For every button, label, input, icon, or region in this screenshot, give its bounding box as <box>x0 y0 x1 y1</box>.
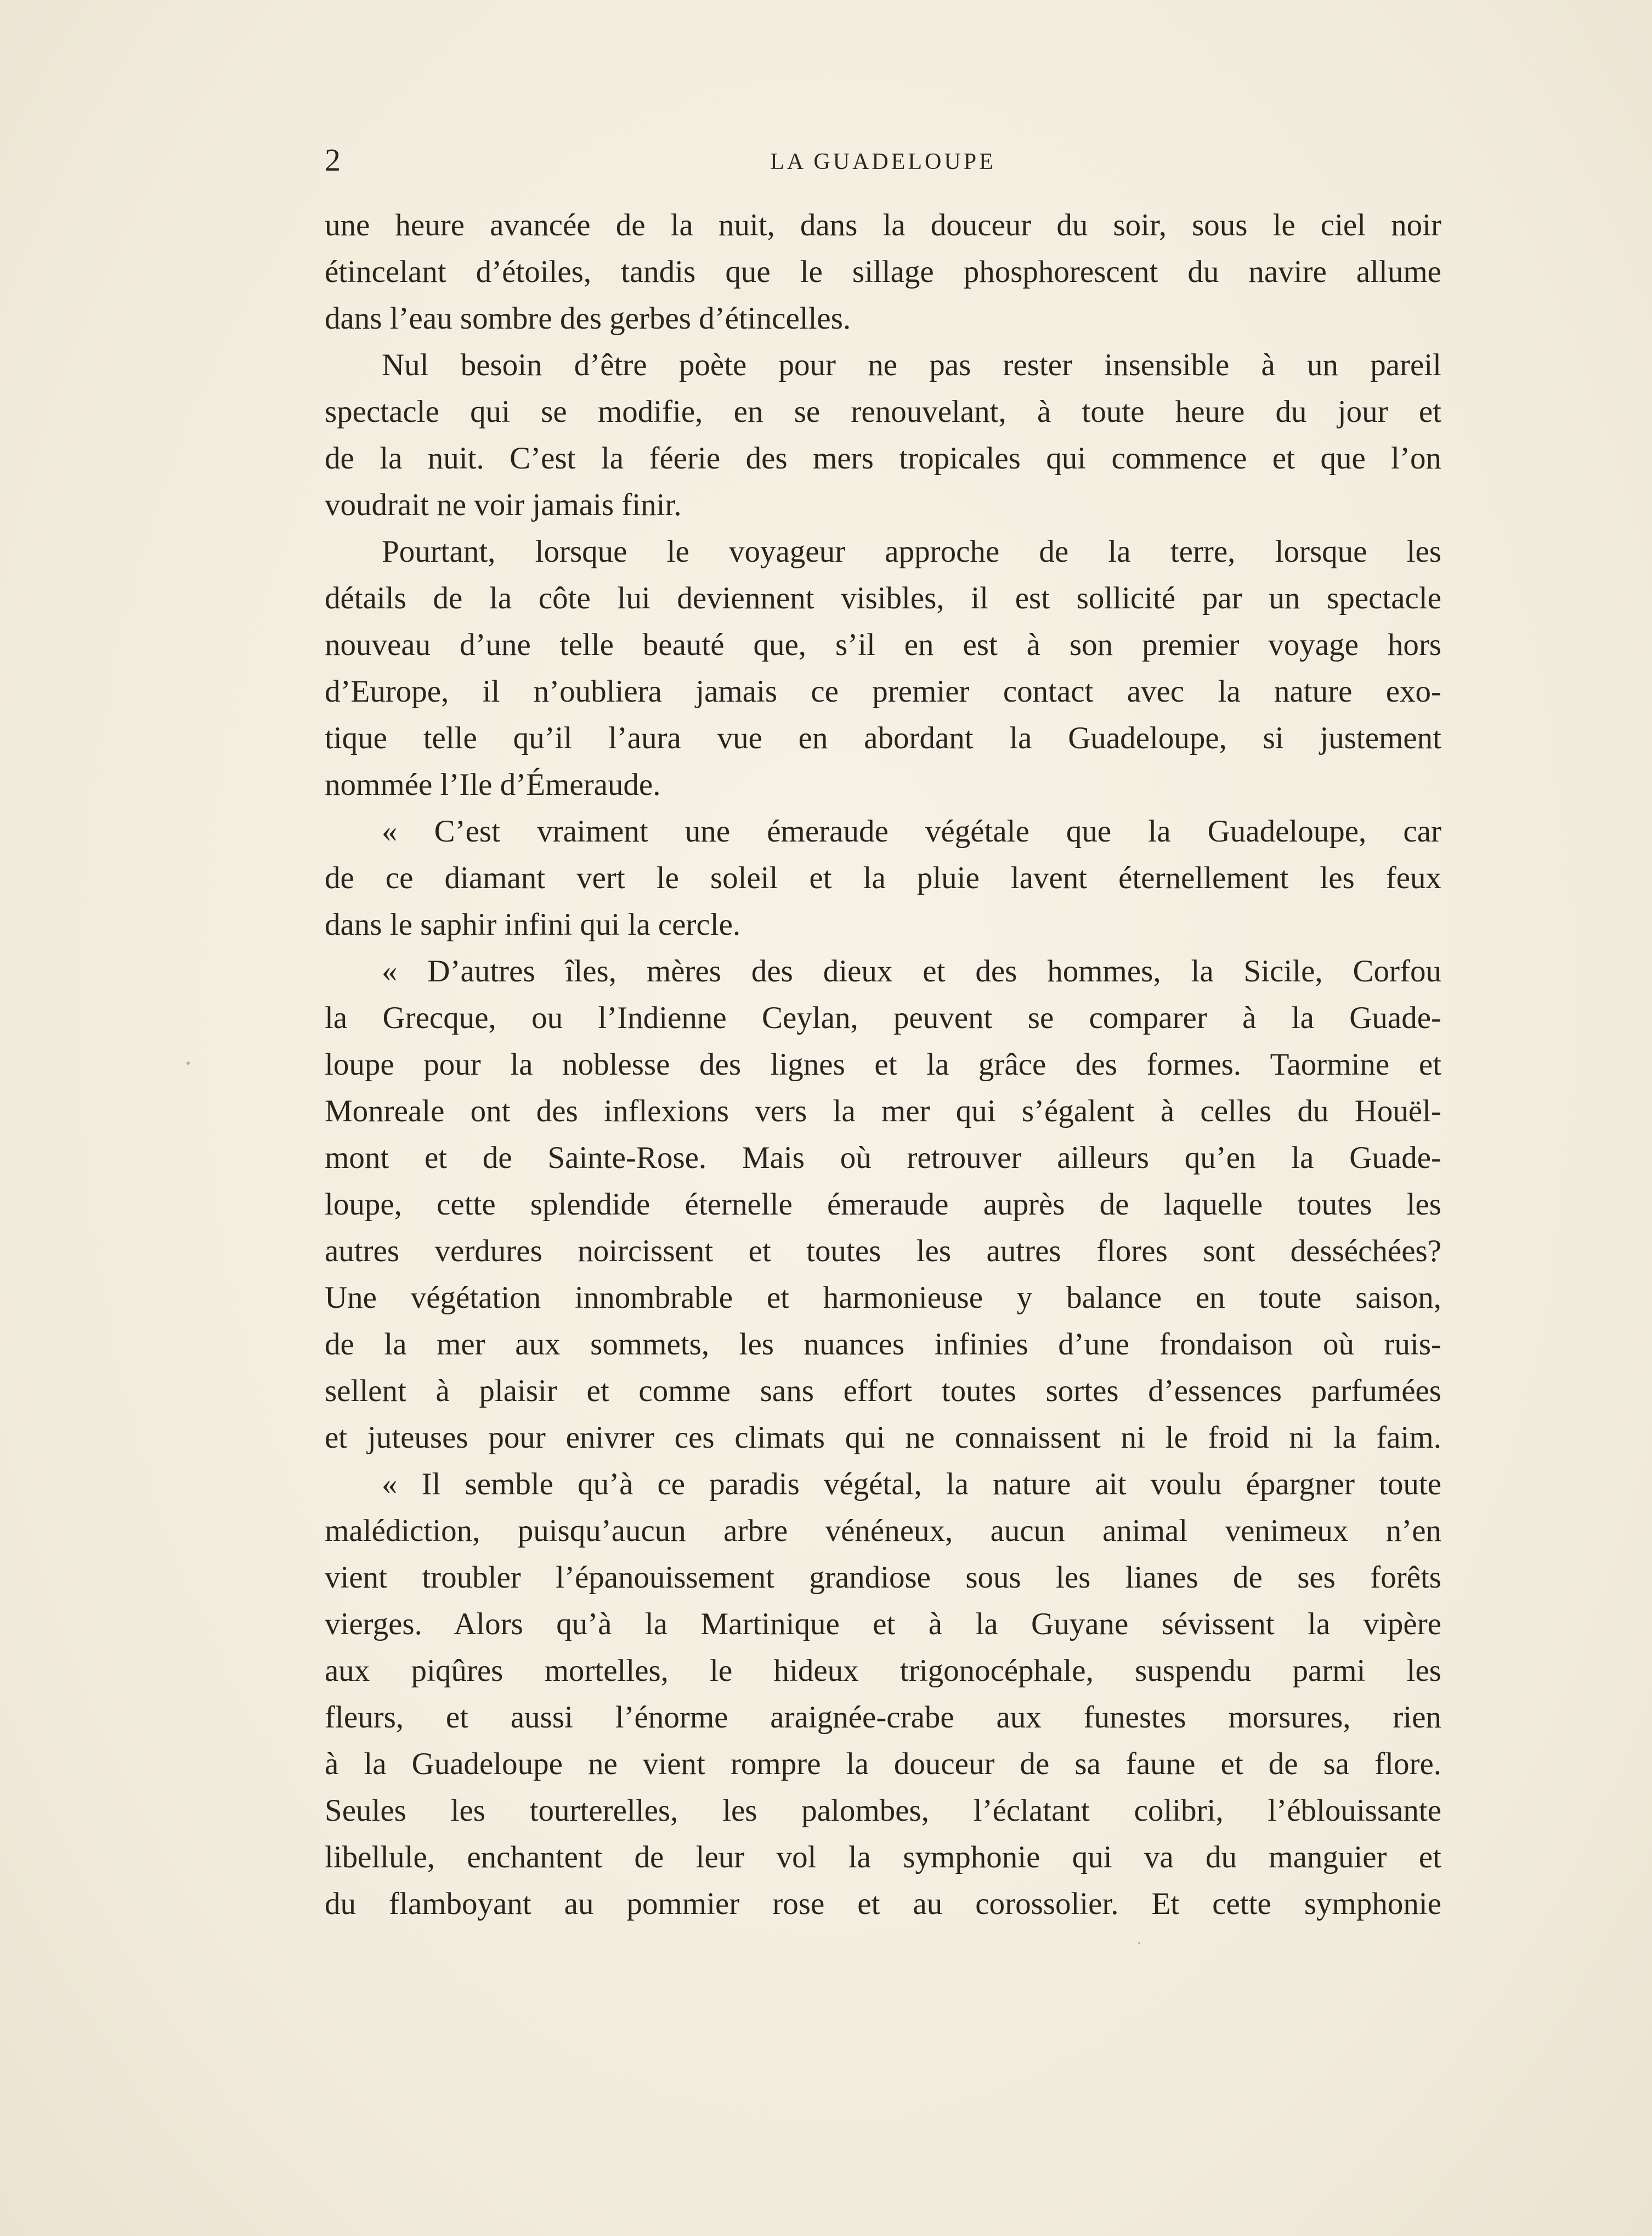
paper-speck <box>186 1061 190 1065</box>
text-line: vierges. Alors qu’à la Martinique et à la Guyane sévissent la vipère <box>325 1607 1441 1641</box>
body-text <box>325 202 1441 1927</box>
text-line: loupe, cette splendide éternelle émeraude auprès de laquelle toutes les <box>325 1187 1441 1222</box>
text-line: « D’autres îles, mères des dieux et des hommes, la Sicile, Corfou <box>382 954 1441 989</box>
running-title: LA GUADELOUPE <box>770 149 996 174</box>
text-line: fleurs, et aussi l’énorme araignée-crabe aux funestes morsures, rien <box>325 1700 1441 1735</box>
text-line: « Il semble qu’à ce paradis végétal, la nature ait voulu épargner toute <box>382 1467 1441 1501</box>
text-line: loupe pour la noblesse des lignes et la grâce des formes. Taormine et <box>325 1047 1441 1082</box>
text-line: autres verdures noircissent et toutes les autres flores sont desséchées? <box>325 1234 1441 1268</box>
text-line: et juteuses pour enivrer ces climats qui ne connaissent ni le froid ni la faim. <box>325 1420 1441 1455</box>
running-header <box>325 138 1441 182</box>
text-line: Nul besoin d’être poète pour ne pas rester insensible à un pareil <box>382 348 1441 382</box>
page-number: 2 <box>325 142 341 178</box>
text-line: Pourtant, lorsque le voyageur approche de la terre, lorsque les <box>382 534 1441 569</box>
text-line: de la nuit. C’est la féerie des mers tropicales qui commence et que l’on <box>325 441 1441 476</box>
text-line: aux piqûres mortelles, le hideux trigonocéphale, suspendu parmi les <box>325 1653 1441 1688</box>
text-line: nommée l’Ile d’Émeraude. <box>325 767 661 802</box>
text-line: mont et de Sainte-Rose. Mais où retrouver ailleurs qu’en la Guade- <box>325 1140 1441 1175</box>
text-line: dans l’eau sombre des gerbes d’étincelles. <box>325 301 851 336</box>
text-line: vient troubler l’épanouissement grandiose sous les lianes de ses forêts <box>325 1560 1441 1595</box>
text-line: étincelant d’étoiles, tandis que le sillage phosphorescent du navire allume <box>325 255 1441 289</box>
text-line: de la mer aux sommets, les nuances infinies d’une frondaison où ruis- <box>325 1327 1441 1362</box>
text-line: libellule, enchantent de leur vol la symphonie qui va du manguier et <box>325 1840 1441 1874</box>
text-line: Seules les tourterelles, les palombes, l’éclatant colibri, l’éblouissante <box>325 1793 1441 1828</box>
paper-speck <box>1138 1942 1140 1944</box>
text-line: sellent à plaisir et comme sans effort toutes sortes d’essences parfumées <box>325 1374 1441 1408</box>
text-line: voudrait ne voir jamais finir. <box>325 488 682 522</box>
text-line: la Grecque, ou l’Indienne Ceylan, peuvent se comparer à la Guade- <box>325 1001 1441 1035</box>
text-line: de ce diamant vert le soleil et la pluie lavent éternellement les feux <box>325 861 1441 895</box>
text-line: d’Europe, il n’oubliera jamais ce premier contact avec la nature exo- <box>325 674 1441 709</box>
text-line: à la Guadeloupe ne vient rompre la douceur de sa faune et de sa flore. <box>325 1747 1441 1781</box>
text-line: Monreale ont des inflexions vers la mer qui s’égalent à celles du Houël- <box>325 1094 1441 1128</box>
text-line: spectacle qui se modifie, en se renouvelant, à toute heure du jour et <box>325 394 1441 429</box>
text-line: tique telle qu’il l’aura vue en abordant la Guadeloupe, si justement <box>325 721 1441 755</box>
text-line: Une végétation innombrable et harmonieuse y balance en toute saison, <box>325 1280 1441 1315</box>
text-line: nouveau d’une telle beauté que, s’il en est à son premier voyage hors <box>325 628 1441 662</box>
text-line: détails de la côte lui deviennent visibles, il est sollicité par un spectacle <box>325 581 1441 616</box>
text-line: dans le saphir infini qui la cercle. <box>325 907 741 942</box>
text-line: malédiction, puisqu’aucun arbre vénéneux, aucun animal venimeux n’en <box>325 1514 1441 1548</box>
text-line: du flamboyant au pommier rose et au corossolier. Et cette symphonie <box>325 1887 1441 1921</box>
text-line: une heure avancée de la nuit, dans la douceur du soir, sous le ciel noir <box>325 208 1441 242</box>
text-line: « C’est vraiment une émeraude végétale que la Guadeloupe, car <box>382 814 1441 849</box>
